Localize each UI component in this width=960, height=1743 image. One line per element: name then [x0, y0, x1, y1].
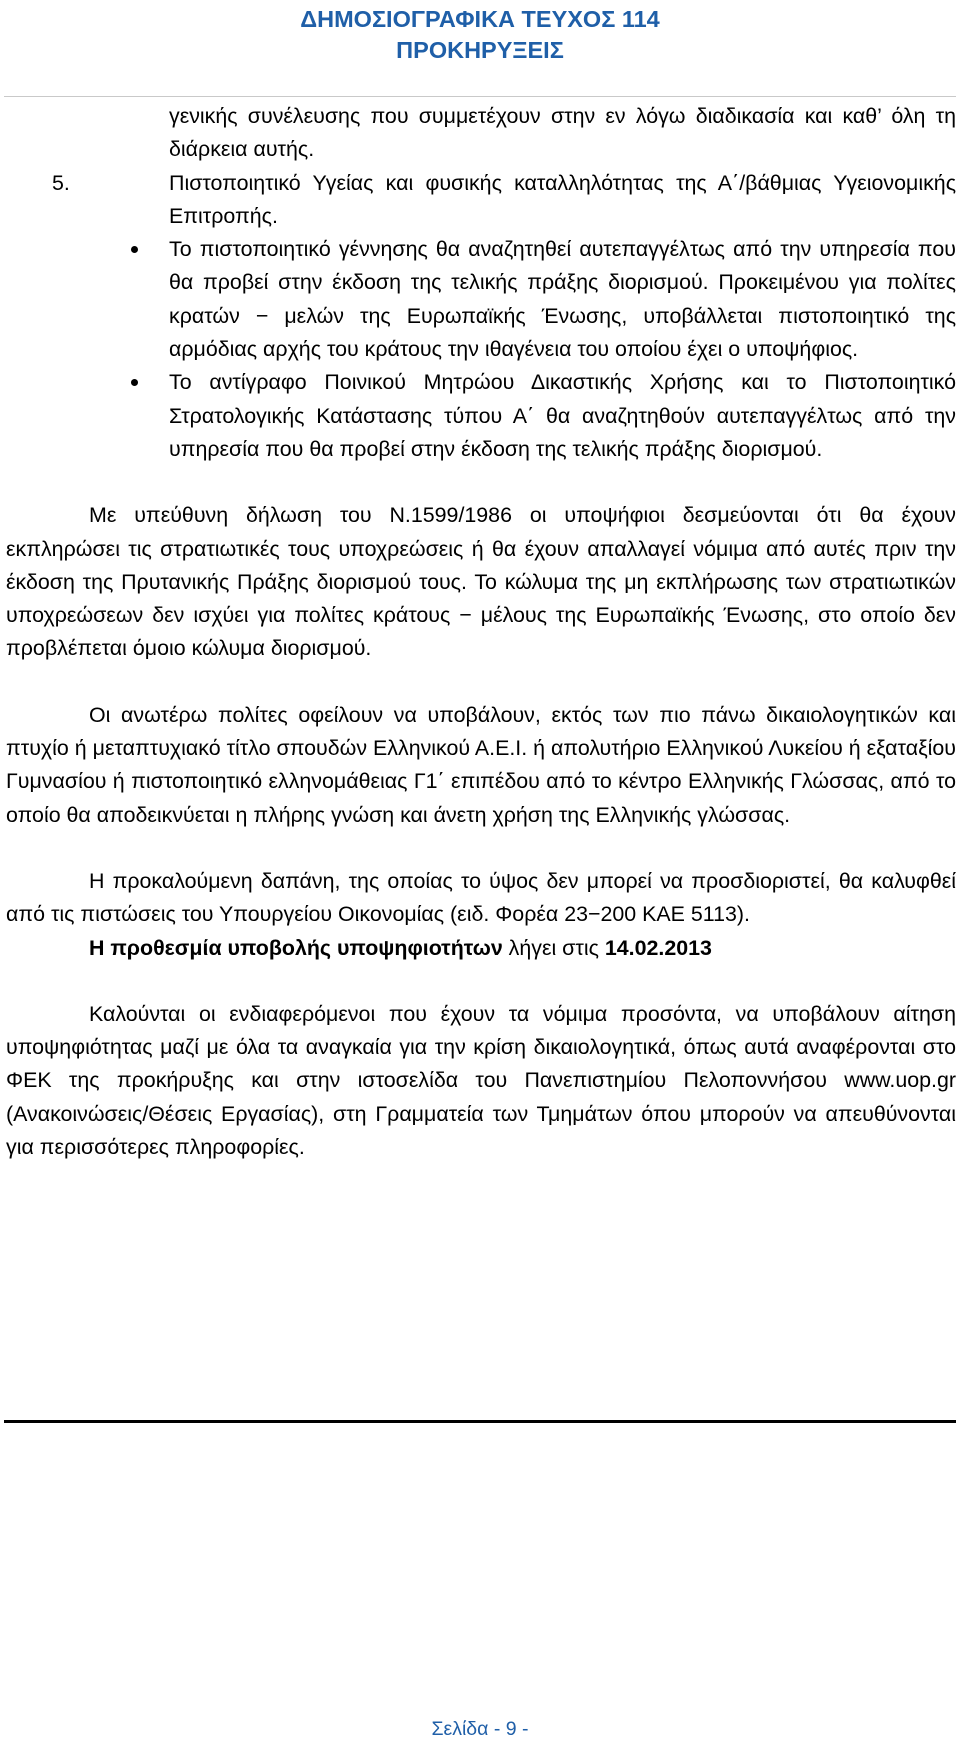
deadline-connector: λήγει στις — [502, 935, 605, 960]
header-subtitle: ΠΡΟΚΗΡΥΞΕΙΣ — [396, 37, 564, 63]
numbered-item-5 — [52, 167, 956, 234]
page-header — [0, 4, 960, 66]
bullet-item-criminal-record — [169, 366, 956, 466]
paragraph-invitation: Καλούνται οι ενδιαφερόμενοι που έχουν τα νόμιμα προσόντα, να υποβάλουν αίτηση υποψηφιότητας μαζί με όλα τα αναγκαία για την κρίση δικαιολογητικά, όπως αυτά αναφέρονται στο ΦΕΚ της προκήρυξης και στην ιστοσελίδα του Πανεπιστημίου Πελοποννήσου www.uop.gr (Ανακοινώσεις/Θέσεις Εργασίας), στη Γραμματεία των Τμημάτων όπου μπορούν να απευθύνονται για περισσότερες πληροφορίες. — [6, 1001, 956, 1160]
page-number: Σελίδα - 9 - — [431, 1718, 529, 1740]
header-divider — [4, 96, 956, 97]
bullet-text: Το πιστοποιητικό γέννησης θα αναζητηθεί αυτεπαγγέλτως από την υπηρεσία που θα προβεί στην έκδοση της τελικής πράξης διορισμού. Προκειμένου για πολίτες κρατών − μελών της Ευρωπαϊκής Ένωσης, υποβάλλεται πιστοποιητικό της αρμόδιας αρχής του κράτους την ιθαγένεια του οποίου έχει ο υποψήφιος. — [169, 237, 956, 362]
item-text: Πιστοποιητικό Υγείας και φυσικής καταλληλότητας της Α΄/βάθμιας Υγειονομικής Επιτροπής. — [169, 170, 956, 228]
bullet-item-birth-certificate — [169, 233, 956, 366]
bullet-icon — [131, 379, 138, 386]
deadline-date: 14.02.2013 — [604, 935, 712, 960]
paragraph-greek-language: Οι ανωτέρω πολίτες οφείλουν να υποβάλουν, εκτός των πιο πάνω δικαιολογητικών και πτυχίο ή μεταπτυχιακό τίτλο σπουδών Ελληνικού Α.Ε.Ι. ή απολυτήριο Ελληνικού Λυκείου ή εξαταξίου Γυμνασίου ή πιστοποιητικό ελληνομάθειας Γ1΄ επιπέδου από το κέντρο Ελληνικής Γλώσσας, από το οποίο θα αποδεικνύεται η πλήρης γνώση και άνετη χρήση της Ελληνικής γλώσσας. — [6, 702, 956, 827]
document-body — [6, 100, 956, 1164]
continuation-text: γενικής συνέλευσης που συμμετέχουν στην εν λόγω διαδικασία και καθ’ όλη τη διάρκεια αυτής. — [169, 104, 956, 162]
deadline-label: Η προθεσμία υποβολής υποψηφιοτήτων — [89, 935, 503, 960]
paragraph-military-obligations: Με υπεύθυνη δήλωση του Ν.1599/1986 οι υποψήφιοι δεσμεύονται ότι θα έχουν εκπληρώσει τις στρατιωτικές τους υποχρεώσεις ή θα έχουν απαλλαγεί νόμιμα από αυτές πριν την έκδοση της Πρυτανικής Πράξης διορισμού τους. Το κώλυμα της μη εκπλήρωσης των στρατιωτικών υποχρεώσεων δεν ισχύει για πολίτες κράτους − μέλους της Ευρωπαϊκής Ένωσης, στο οποίο δεν προβλέπεται όμοιο κώλυμα διορισμού. — [6, 503, 956, 661]
deadline-statement — [6, 932, 956, 965]
bullet-icon — [131, 246, 138, 253]
footer-divider — [4, 1420, 956, 1423]
item-number: 5. — [52, 170, 70, 195]
header-title: ΔΗΜΟΣΙΟΓΡΑΦΙΚΑ ΤΕΥΧΟΣ 114 — [300, 6, 660, 32]
bullet-text: Το αντίγραφο Ποινικού Μητρώου Δικαστικής Χρήσης και το Πιστοποιητικό Στρατολογικής Κατάστασης τύπου Α΄ θα αναζητηθούν αυτεπαγγέλτως από την υπηρεσία που θα προβεί στην έκδοση της τελικής πράξης διορισμού. — [169, 370, 956, 461]
paragraph-expenditure: Η προκαλούμενη δαπάνη, της οποίας το ύψος δεν μπορεί να προσδιοριστεί, θα καλυφθεί από τις πιστώσεις του Υπουργείου Οικονομίας (ειδ. Φορέα 23−200 ΚΑΕ 5113). — [6, 868, 956, 927]
